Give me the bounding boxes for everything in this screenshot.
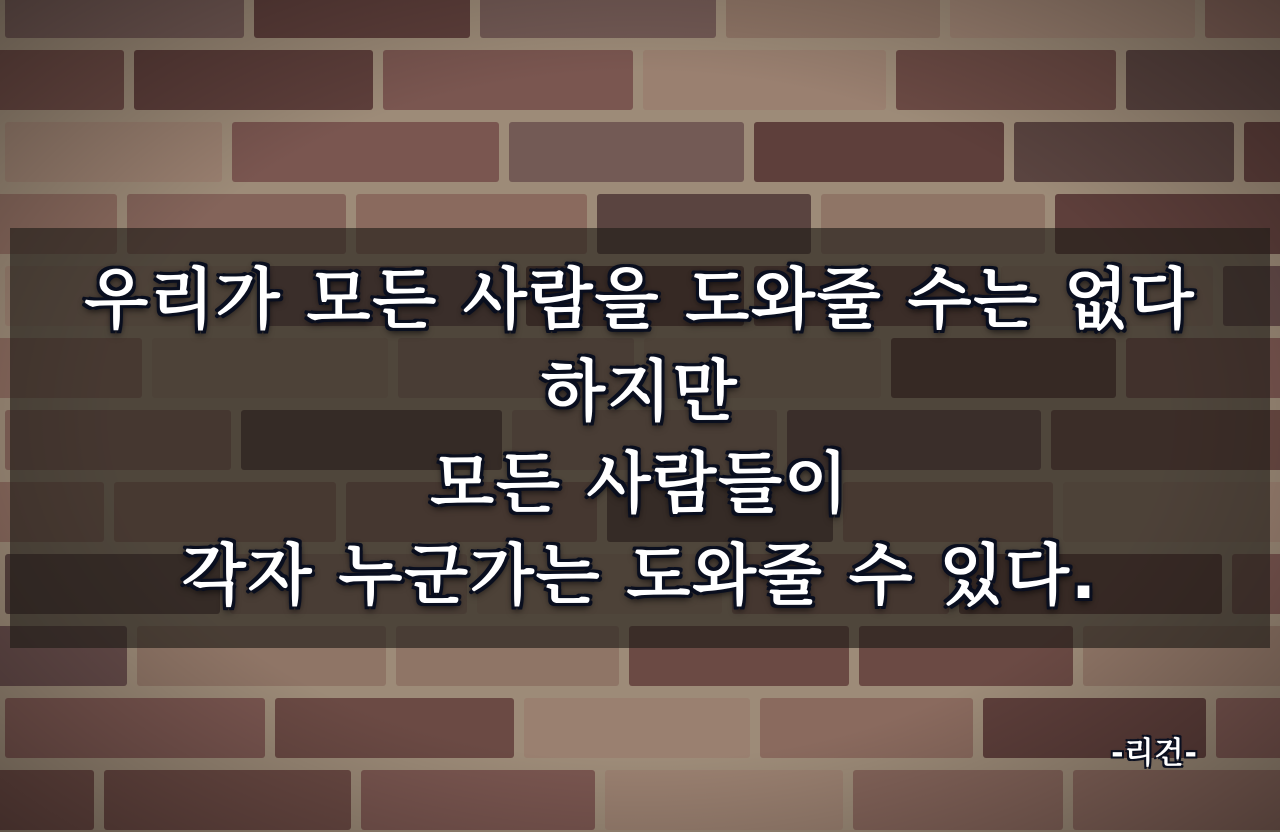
author-signature: -리건-	[1111, 736, 1198, 771]
quote-line-4: 각자 누군가는 도와줄 수 있다.	[181, 537, 1099, 614]
quote-line-1: 우리가 모든 사람을 도와줄 수는 없다	[84, 261, 1196, 338]
quote-line-3: 모든 사람들이	[430, 445, 850, 522]
quote-block	[10, 228, 1270, 648]
quote-line-2: 하지만	[541, 353, 739, 430]
